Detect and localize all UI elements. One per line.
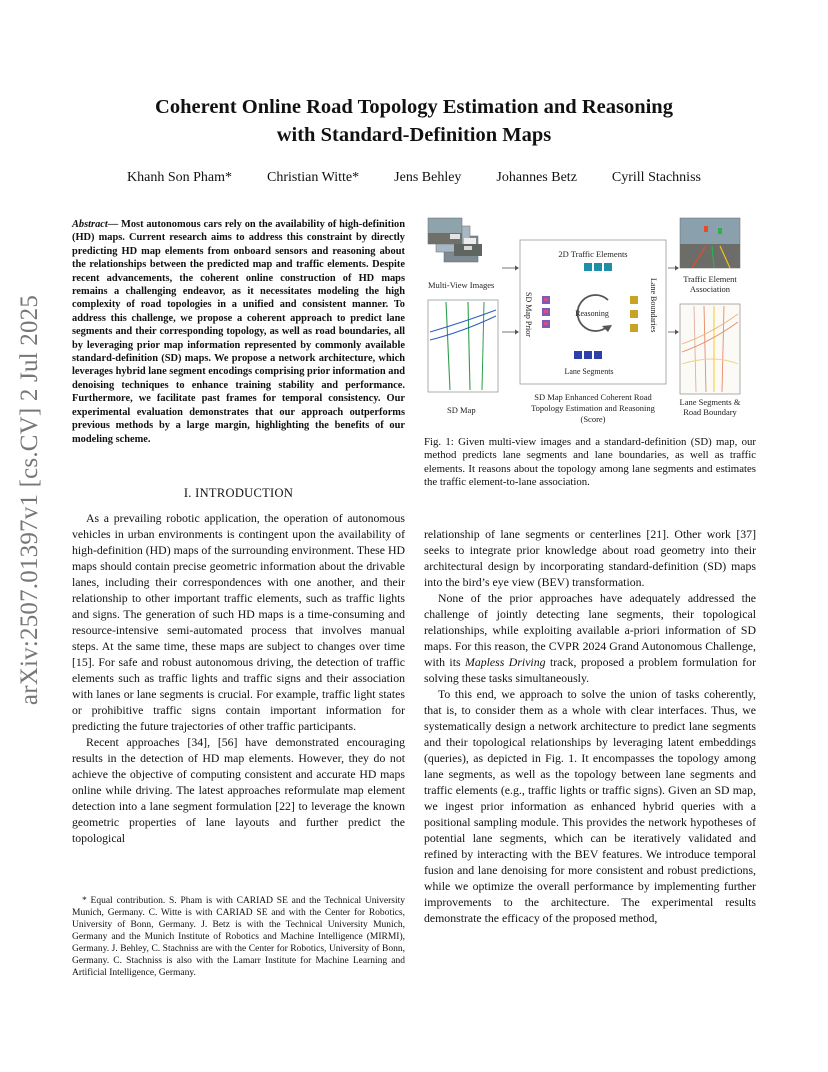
paper-title [60, 93, 768, 149]
intro-right-column [424, 526, 756, 926]
lane-segment-output-image [680, 304, 740, 394]
sd-map-prior-label: SD Map Prior [524, 292, 533, 337]
sd-map-input [428, 300, 498, 392]
abstract [72, 218, 405, 446]
te-association-label-1: Traffic Element [683, 274, 737, 284]
lane-output-label-1: Lane Segments & [679, 397, 741, 407]
lane-segment-queries [574, 351, 602, 359]
title-line-2: with Standard-Definition Maps [276, 124, 552, 146]
arxiv-sidebar [10, 294, 50, 706]
body-paragraph: As a prevailing robotic application, the operation of autonomous vehicles in urban environments is contingent upon the availability of high-definition (HD) maps of the surrounding environment. These HD maps should contain precise geometric information about the drivable lanes, including their correspondences with one another, and their relationship to other important traffic elements, such as traffic lights and signs. The generation of such HD maps is a time-consuming and resource-intensive semi-automated process that involves manual steps. At the same time, these maps are subject to changes over time [15]. For safe and robust autonomous driving, the detection of traffic elements such as traffic lights and traffic signs and their association with lanes or lane segments is crucial. For example, traffic light states or prohibitive traffic signs contain important information for predicting the future trajectories of other traffic participants. [72, 511, 405, 733]
intro-left-column [72, 510, 405, 846]
lane-output-label-2: Road Boundary [683, 407, 737, 417]
author-name: Johannes Betz [496, 170, 577, 185]
te-association-label-2: Association [689, 284, 731, 294]
method-label-line-2: Topology Estimation and Reasoning [531, 403, 655, 413]
body-paragraph: None of the prior approaches have adequately addressed the challenge of jointly detecting lane segments, their topological relationships, while exploiting available a-priori information of SD maps. For this reason, the CVPR 2024 Grand Autonomous Challenge, with its Mapless Driving track, proposed a problem formulation for solving these tasks simultaneously. [424, 591, 757, 685]
abstract-label: Abstract [72, 219, 108, 230]
arxiv-identifier: arXiv:2507.01397v1 [cs.CV] 2 Jul 2025 [16, 294, 43, 706]
method-label-line-3: (Score) [580, 414, 606, 424]
lane-boundary-queries [630, 296, 638, 332]
multi-view-images [428, 218, 482, 262]
figure-1-diagram [424, 214, 756, 426]
footnote-text: * Equal contribution. S. Pham is with CARIAD SE and the Technical University Munich, Germany. C. Witte is with CARIAD SE and with the Center for Robotics, University of Bonn, Germany. J. Betz is with the Technical University Munich, Germany and the Munich Institute of Robotics and Machine Intelligence (MIRMI), Germany. J. Behley, C. Stachniss are with the Center for Robotics, University of Bonn, Germany. C. Stachniss is also with the Lamarr Institute for Machine Learning and Artificial Intelligence, Germany. [72, 896, 405, 978]
body-paragraph: To this end, we approach to solve the union of tasks coherently, that is, to consider them as a whole with clear interfaces. Thus, we systematically design a network architecture to predict lane segments and their topological relationships by leveraging latent embeddings (queries), as depicted in Fig. 1. It encompasses the topology among lane segments, as well as the topology between lane segments and traffic elements (e.g., traffic lights or traffic signs). Given an SD map, we ingest prior information as enhanced hybrid queries with a positional sampling module. This provides the network hypotheses of potential lane segments, which can be iteratively validated and refined by interacting with the BEV features. We introduce temporal fusion and lane denoising for more consistent and robust predictions, while we optimize the overall performance by implementing further improvements to the architecture. The experimental results demonstrate the efficacy of the proposed method, [424, 687, 756, 925]
lane-boundaries-label: Lane Boundaries [649, 278, 658, 333]
method-label-line-1: SD Map Enhanced Coherent Road [534, 392, 652, 402]
traffic-elements-label: 2D Traffic Elements [558, 249, 628, 259]
author-list [60, 170, 768, 186]
traffic-element-queries [584, 263, 612, 271]
author-name: Christian Witte* [267, 170, 360, 185]
sd-prior-queries [542, 296, 550, 328]
figure-caption: Fig. 1: Given multi-view images and a standard-definition (SD) map, our method predicts lane segments and lane boundaries, as well as traffic elements. It reasons about the topology among lane segments and estimates the traffic element-to-lane association. [424, 436, 756, 489]
abstract-text: — Most autonomous cars rely on the availability of high-definition (HD) maps. Current research aims to address this constraint by directly predicting HD map elements from onboard sensors and reasoning about the relationships between the predicted map and traffic elements. Despite recent advancements, the coherent online construction of HD maps remains a challenging endeavor, as it necessitates modeling the high complexity of road topologies in a unified and consistent manner. To address this challenge, we propose a coherent approach to predict lane segments and their corresponding topology, as well as road boundaries, all by leveraging prior map information represented by commonly available standard-definition (SD) maps. We propose a network architecture, which leverages hybrid lane segment encodings comprising prior information and denoising techniques to enhance training stability and performance. Furthermore, we facilitate past frames for temporal consistency. Our experimental evaluation demonstrates that our approach outperforms previous methods by a large margin, highlighting the benefits of our modeling scheme. [72, 219, 405, 445]
body-paragraph: Recent approaches [34], [56] have demonstrated encouraging results in the detection of HD map elements. However, they do not achieve the objective of computing consistent and accurate HD maps online while driving. The latest approaches reformulate map element detection into a lane segment formulation [22] to leverage the known geometric properties of lane layouts and further predict the topological [72, 735, 405, 845]
author-name: Khanh Son Pham* [127, 170, 233, 185]
traffic-association-image [680, 218, 740, 268]
footnote [72, 895, 405, 979]
reasoning-label: Reasoning [575, 309, 609, 318]
body-paragraph: relationship of lane segments or centerlines [21]. Other work [37] seeks to integrate prior knowledge about road geometry into their architectural design by incorporating standard-definition (SD) maps into the bird’s eye view (BEV) transformation. [424, 527, 756, 589]
multi-view-label: Multi-View Images [428, 280, 495, 290]
title-line-1: Coherent Online Road Topology Estimation and Reasoning [155, 96, 673, 118]
section-heading: I. INTRODUCTION [183, 486, 294, 500]
figure-1 [424, 214, 756, 426]
lane-segments-label: Lane Segments [564, 367, 614, 376]
track-name: Mapless Driving [465, 655, 546, 669]
author-name: Jens Behley [394, 170, 462, 185]
sd-map-label: SD Map [447, 405, 476, 415]
author-name: Cyrill Stachniss [611, 170, 701, 185]
